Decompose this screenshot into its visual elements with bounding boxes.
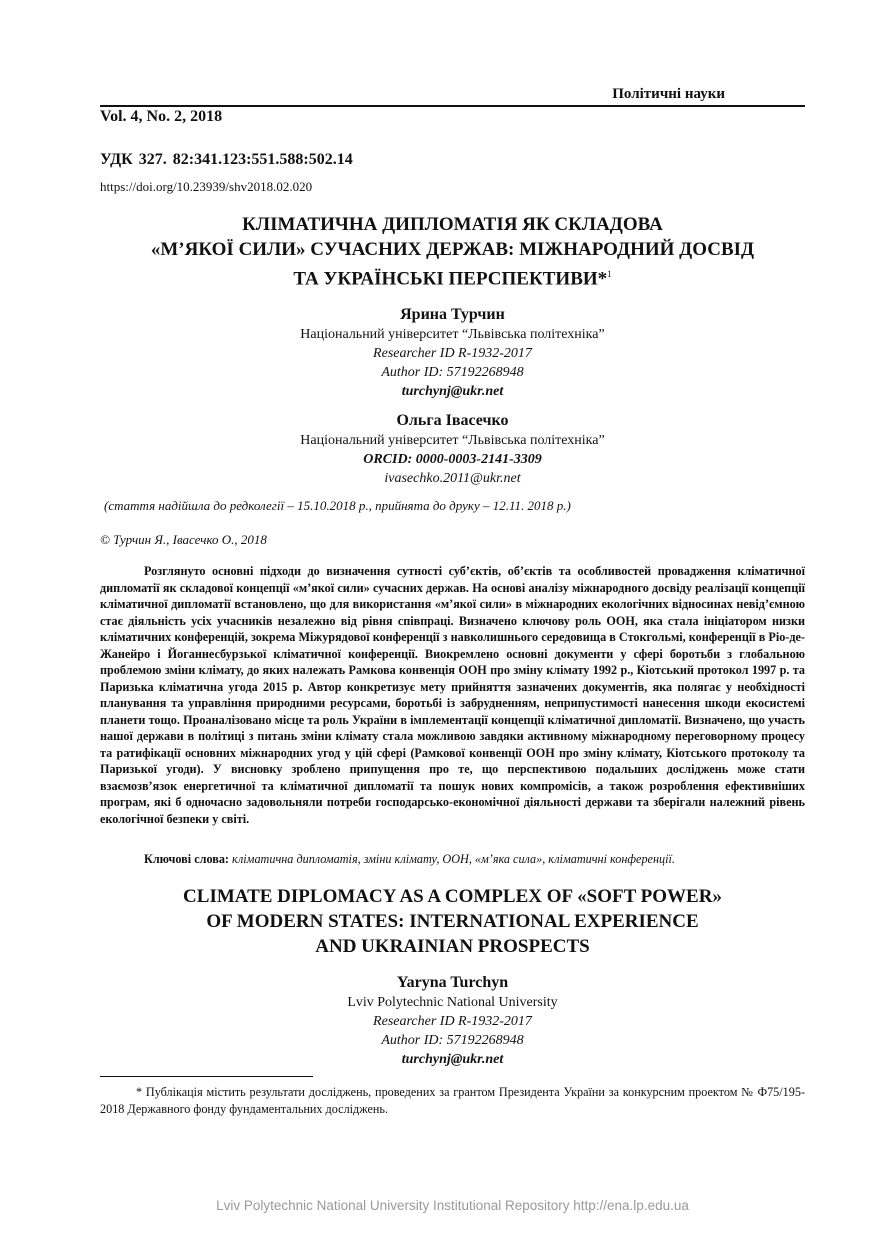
volume-label: Vol. 4, No. 2, 2018 — [100, 108, 223, 125]
author-orcid[interactable]: ORCID: 0000-0003-2141-3309 — [363, 452, 542, 467]
author-block-ivasechko — [100, 411, 805, 488]
author-email[interactable]: ivasechko.2011@ukr.net — [384, 471, 521, 486]
title-en-line-3: AND UKRAINIAN PROSPECTS — [315, 936, 590, 957]
title-en-line-1: CLIMATE DIPLOMACY AS A COMPLEX OF «SOFT POWER» — [183, 886, 722, 907]
header-rule — [100, 105, 805, 107]
author-affiliation: Національний університет “Львівська політехніка” — [300, 327, 605, 342]
author-name: Yaryna Turchyn — [396, 974, 509, 991]
article-title-english — [100, 884, 805, 959]
footnote-rule — [100, 1076, 313, 1077]
author-researcher-id: Researcher ID R-1932-2017 — [373, 1014, 532, 1029]
abstract-ukrainian: Розглянуто основні підходи до визначення сутності суб’єктів, об’єктів та особливостей провадження кліматичної дипломатії як складової концепції «м’якої сили» сучасних держав. На основі аналізу міжнародного досвіду реалізації концепції кліматичної дипломатії встановлено, що для використання «м’якої сили» в міжнародних екологічних відносинах невід’ємною стає діяльність усіх учасників незалежно від рівня співпраці. Визначено ключову роль ООН, яка стала ініціатором низки кліматичних конференцій, зокрема Міжурядової конференції з навколишнього середовища в Стокгольмі, конференції в Ріо-де-Жанейро і Йоганнесбурзької кліматичної конференції. Виокремлено основні документи у сфері боротьби з глобальною проблемою зміни клімату, до яких належать Рамкова конвенція ООН про зміну клімату 1992 р., Кіотський протокол 1997 р. та Паризька кліматична угода 2015 р. Автор конкретизує мету прийняття зазначених документів, яка полягає у необхідності планування та управління природними ресурсами, боротьбі із забрудненням, неприпустимості нанесення шкоди екосистемі планети тощо. Проаналізовано місце та роль України в імплементації концепції кліматичної дипломатії. Визначено, що участь нашої держави в політиці з питань зміни клімату стала можливою завдяки активному міжнародному переговорному процесу та ратифікації основних міжнародних угод у цій сфері (Рамкової конвенції ООН про зміну клімату, Кіотського протоколу та Паризької угоди). У висновку зроблено припущення про те, що перспективою подальших досліджень може стати взаємозв’язок енергетичної та кліматичної дипломатії та пошук нових компромісів, а також розроблення ефективніших програм, які б одночасно задовольняли потреби господарсько-економічної діяльності держави та зберігали належний рівень екологічної безпеки у світі. — [100, 564, 805, 826]
author-affiliation: Національний університет “Львівська політехніка” — [300, 433, 605, 448]
author-block-english — [100, 973, 805, 1069]
title-uk-line-3 — [100, 262, 805, 291]
udk-code: УДК 327. 82:341.123:551.588:502.14 — [100, 151, 353, 168]
title-uk-line-1: КЛІМАТИЧНА ДИПЛОМАТІЯ ЯК СКЛАДОВА — [242, 214, 663, 235]
running-head: Політичні науки — [612, 86, 725, 102]
title-uk-line-2: «М’ЯКОЇ СИЛИ» СУЧАСНИХ ДЕРЖАВ: МІЖНАРОДНИЙ ДОСВІД — [150, 239, 755, 260]
author-scopus-id: Author ID: 57192268948 — [381, 1033, 524, 1048]
author-affiliation: Lviv Polytechnic National University — [347, 995, 558, 1010]
author-name: Ольга Івасечко — [396, 412, 509, 429]
copyright-notice: © Турчин Я., Івасечко О., 2018 — [100, 532, 267, 547]
title-en-line-2: OF MODERN STATES: INTERNATIONAL EXPERIENCE — [206, 911, 699, 932]
author-name: Ярина Турчин — [400, 306, 505, 323]
author-block-turchyn — [100, 305, 805, 401]
article-title-ukrainian — [100, 212, 805, 291]
keywords — [100, 852, 805, 867]
author-scopus-id: Author ID: 57192268948 — [381, 365, 524, 380]
author-researcher-id: Researcher ID R-1932-2017 — [373, 346, 532, 361]
footnote: * Публікація містить результати досліджень, проведених за грантом Президента України за конкурсним проектом № Ф75/195-2018 Державного фонду фундаментальних досліджень. — [100, 1085, 805, 1116]
doi-link[interactable]: https://doi.org/10.23939/shv2018.02.020 — [100, 179, 313, 194]
author-email[interactable]: turchynj@ukr.net — [401, 384, 504, 399]
submission-dates: (стаття надійшла до редколегії – 15.10.2018 р., прийнята до друку – 12.11. 2018 р.) — [104, 498, 571, 513]
title-footnote-mark: 1 — [607, 269, 612, 279]
repository-watermark: Lviv Polytechnic National University Institutional Repository http://ena.lp.edu.ua — [216, 1198, 689, 1213]
keywords-text: кліматична дипломатія, зміни клімату, ООН, «м’яка сила», кліматичні конференції. — [232, 852, 675, 866]
author-email[interactable]: turchynj@ukr.net — [401, 1052, 504, 1067]
keywords-label: Ключові слова: — [144, 852, 229, 866]
title-uk-line-3-text: ТА УКРАЇНСЬКІ ПЕРСПЕКТИВИ* — [293, 268, 608, 290]
